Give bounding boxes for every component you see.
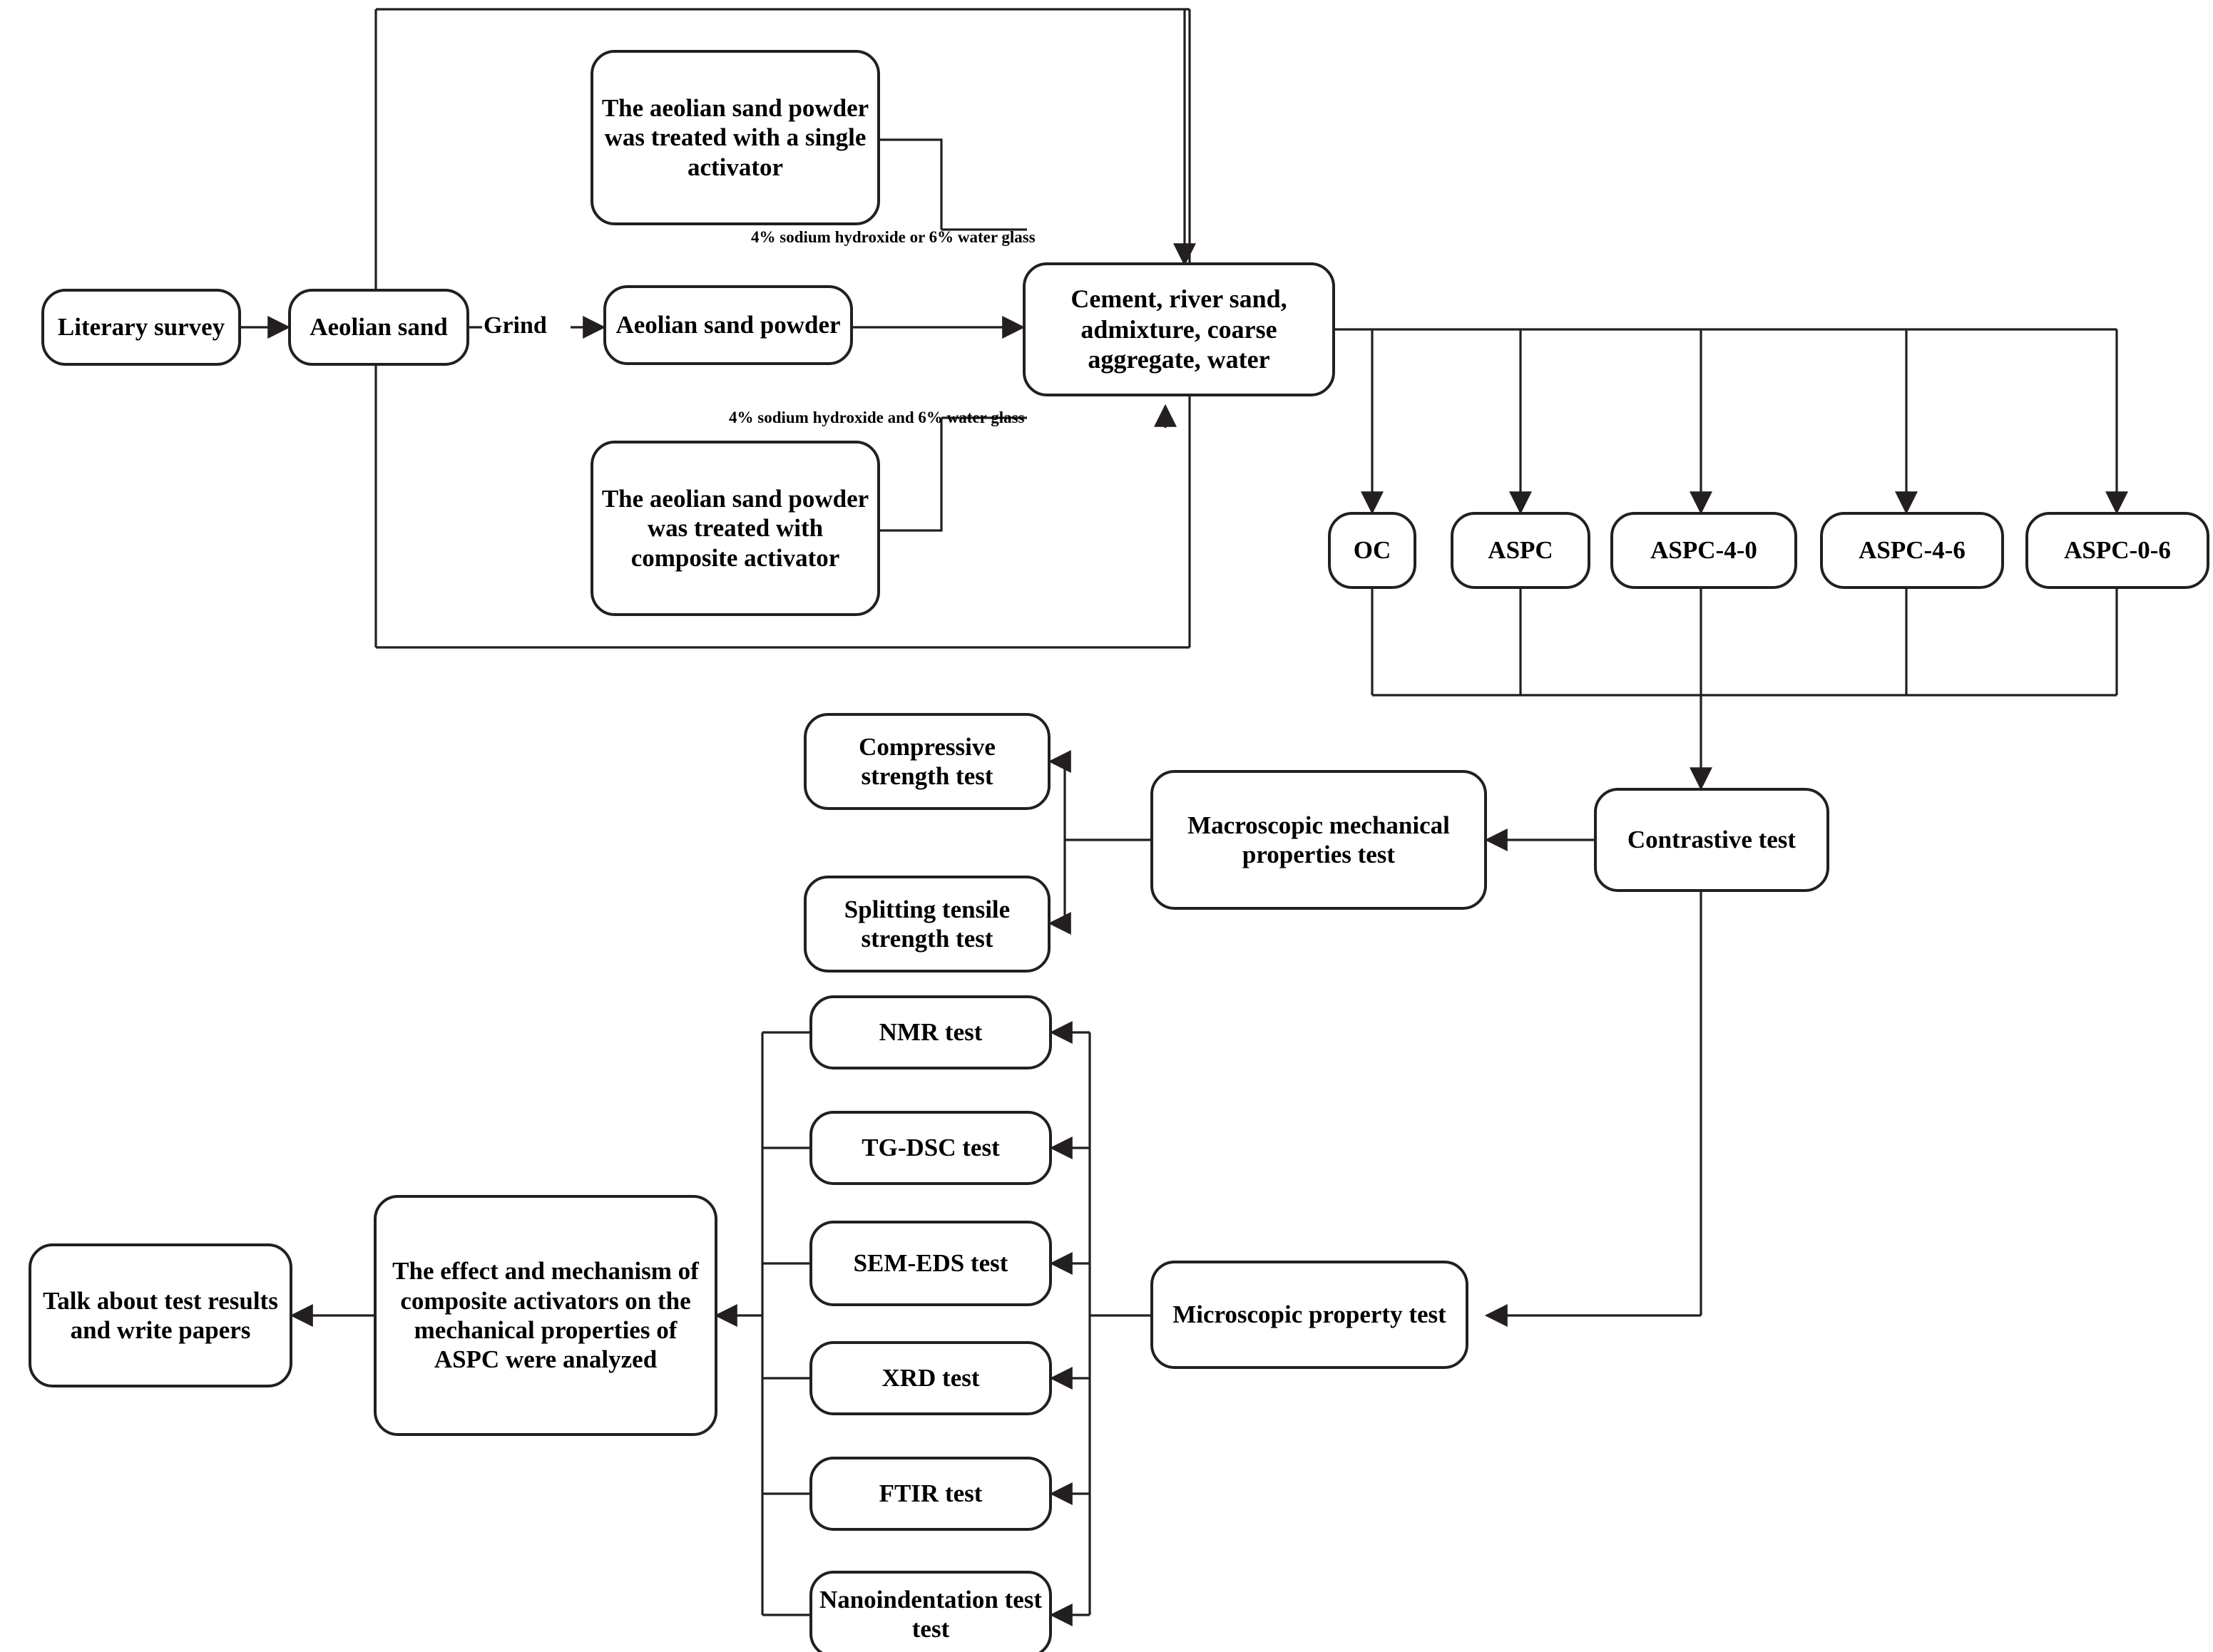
node-sem-eds-test[interactable] <box>809 1221 1052 1306</box>
edge-label-single-activator: 4% sodium hydroxide or 6% water glass <box>751 228 1036 246</box>
node-aspc-4-6[interactable] <box>1820 512 2004 589</box>
node-label: Aeolian sand powder <box>615 311 841 339</box>
node-nmr-test[interactable] <box>809 995 1052 1069</box>
node-ftir-test[interactable] <box>809 1457 1052 1531</box>
node-xrd-test[interactable] <box>809 1341 1052 1415</box>
node-compressive-strength-test[interactable] <box>804 713 1051 810</box>
node-label: The aeolian sand powder was treated with a single activator <box>601 94 869 181</box>
node-talk-write-papers[interactable] <box>29 1243 292 1387</box>
node-oc[interactable] <box>1328 512 1416 589</box>
node-label: ASPC-4-6 <box>1859 536 1966 565</box>
node-label: Literary survey <box>57 313 225 342</box>
node-aspc-0-6[interactable] <box>2025 512 2209 589</box>
node-label: SEM-EDS test <box>853 1249 1008 1278</box>
node-label: The effect and mechanism of composite activators on the mechanical properties of ASPC were analyzed <box>392 1257 699 1374</box>
node-label: Talk about test results and write papers <box>43 1286 278 1344</box>
node-aspc[interactable] <box>1451 512 1590 589</box>
node-label: FTIR test <box>879 1479 983 1508</box>
node-label: TG-DSC test <box>862 1134 1000 1162</box>
node-label: Macroscopic mechanical properties test <box>1187 811 1450 868</box>
node-composite-activator[interactable] <box>591 441 880 616</box>
node-label: ASPC-0-6 <box>2064 536 2171 565</box>
node-tg-dsc-test[interactable] <box>809 1111 1052 1185</box>
node-aeolian-sand-powder[interactable] <box>603 285 853 365</box>
node-label: Compressive strength test <box>859 732 996 790</box>
node-label: ASPC-4-0 <box>1650 536 1757 565</box>
node-microscopic-test[interactable] <box>1150 1261 1468 1369</box>
node-label: Microscopic property test <box>1172 1300 1446 1329</box>
node-label: OC <box>1353 536 1391 565</box>
node-macroscopic-test[interactable] <box>1150 770 1487 910</box>
node-label: Nanoindentation test test <box>819 1585 1043 1643</box>
node-mix-materials[interactable] <box>1023 262 1335 396</box>
node-label: Splitting tensile strength test <box>844 895 1011 953</box>
node-label: ASPC <box>1488 536 1553 565</box>
node-nanoindentation-test[interactable] <box>809 1571 1052 1652</box>
node-label: Cement, river sand, admixture, coarse aggregate, water <box>1070 284 1287 374</box>
node-label: Contrastive test <box>1627 826 1797 854</box>
node-aspc-4-0[interactable] <box>1610 512 1797 589</box>
node-analysis[interactable] <box>374 1195 717 1436</box>
node-single-activator[interactable] <box>591 50 880 225</box>
node-contrastive-test[interactable] <box>1594 788 1829 892</box>
node-splitting-tensile-strength-test[interactable] <box>804 876 1051 973</box>
node-label: Aeolian sand <box>310 313 448 342</box>
edge-label-grind: Grind <box>484 312 547 339</box>
node-aeolian-sand[interactable] <box>288 289 469 366</box>
node-label: XRD test <box>881 1364 980 1392</box>
node-literary-survey[interactable] <box>41 289 241 366</box>
edge-label-composite-activator: 4% sodium hydroxide and 6% water glass <box>729 409 1025 426</box>
node-label: NMR test <box>879 1018 983 1047</box>
node-label: The aeolian sand powder was treated with composite activator <box>601 485 869 572</box>
